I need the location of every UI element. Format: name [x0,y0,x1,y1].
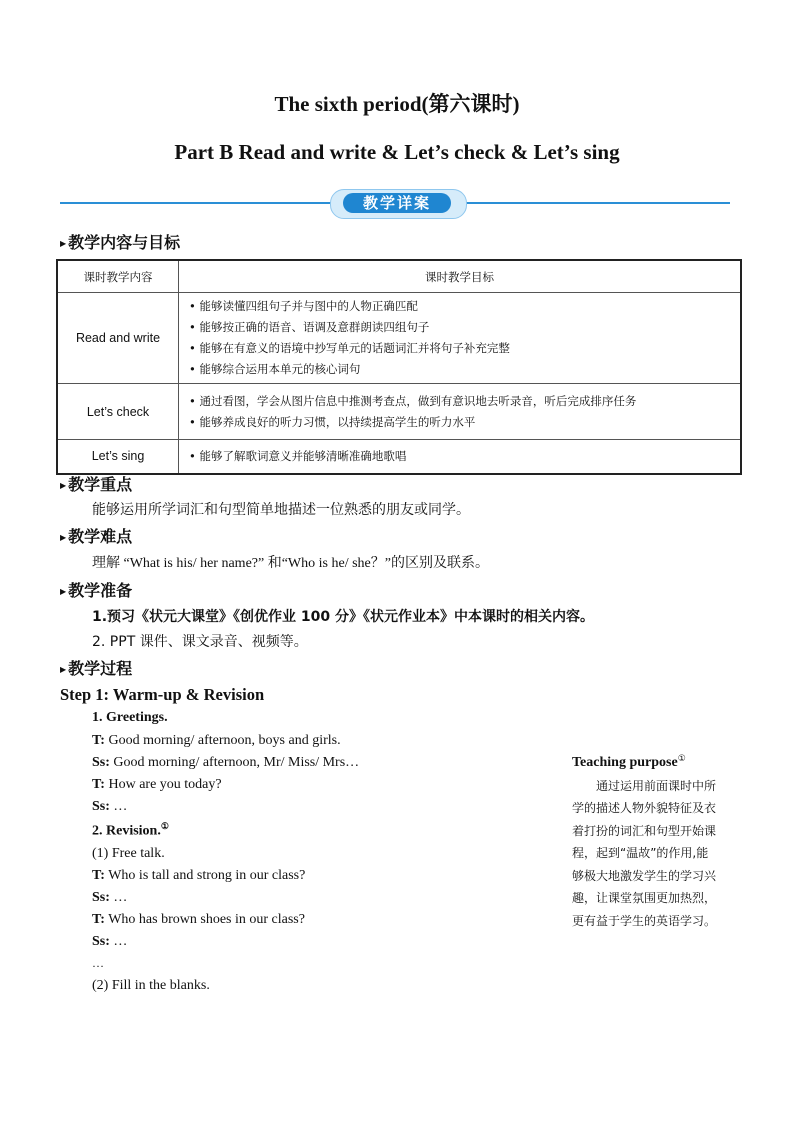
table-row [57,293,741,384]
key-points-text: 能够运用所学词汇和句型简单地描述一位熟悉的朋友或同学。 [92,502,470,518]
triangle-bullet-icon: ▶ [60,239,67,248]
greetings-title: 1. Greetings. [92,710,168,725]
teaching-purpose-sidebar [572,748,747,932]
footnote-marker: ① [677,754,686,764]
banner-divider-left [60,202,332,204]
dialogue-line: Ss: Good morning/ afternoon, Mr/ Miss/ Mrs… [92,755,360,770]
dialogue-line: T: Who is tall and strong in our class? [92,868,306,883]
banner-label: 教学详案 [343,193,451,213]
table-row [57,384,741,440]
triangle-bullet-icon: ▶ [60,587,67,596]
dialogue-line: Ss: … [92,934,128,949]
dialogue-line: T: Good morning/ afternoon, boys and girls. [92,733,341,748]
page-subtitle: Part B Read and write & Let’s check & Let’s sing [174,140,620,164]
goal-item: • 能够综合运用本单元的核心词句 [189,362,361,376]
table-header-content: 课时教学内容 [57,260,179,293]
sidebar-line: 学的描述人物外貌特征及衣 [572,801,717,815]
dialogue-line: T: How are you today? [92,777,222,792]
footnote-marker: ① [160,821,169,831]
table-header-goals: 课时教学目标 [179,260,742,293]
table-cell-content: Let’s sing [57,440,179,474]
triangle-bullet-icon: ▶ [60,665,67,674]
sidebar-line: 着打扮的词汇和句型开始课 [572,823,717,838]
preparation-item: 2. PPT 课件、课文录音、视频等。 [92,634,308,650]
heading-key-points: ▶ 教学重点 [60,475,133,494]
ellipsis-line: … [92,956,104,970]
goal-item: • 能够按正确的语音、语调及意群朗读四组句子 [189,320,430,334]
revision-title: 2. Revision.① [92,821,169,839]
table-cell-goals [179,384,742,440]
table-cell-goals [179,440,742,474]
page-title: The sixth period(第六课时) [274,92,520,116]
heading-process: ▶ 教学过程 [60,659,133,678]
goal-item: • 能够读懂四组句子并与图中的人物正确匹配 [189,299,418,313]
heading-preparation: ▶ 教学准备 [60,581,133,600]
table-cell-content: Read and write [57,293,179,384]
step1-title: Step 1: Warm-up & Revision [60,685,265,704]
preparation-item: 1.预习《状元大课堂》《创优作业 100 分》《状元作业本》中本课时的相关内容。 [92,609,595,625]
table-cell-goals [179,293,742,384]
dialogue-line: Ss: … [92,890,128,905]
dialogue-line: T: Who has brown shoes in our class? [92,912,305,927]
sidebar-line: 通过运用前面课时中所 [572,778,717,793]
section-banner [330,189,467,219]
sidebar-line: 趣，让课堂氛围更加热烈， [572,891,717,905]
dialogue-line: Ss: … [92,799,128,814]
goal-item: • 能够了解歌词意义并能够清晰准确地歌唱 [189,448,407,463]
free-talk-label: (1) Free talk. [92,846,165,861]
banner-divider-right [462,202,730,204]
goals-table [56,259,742,475]
heading-content-goals: ▶ 教学内容与目标 [60,233,181,252]
table-row [57,440,741,474]
triangle-bullet-icon: ▶ [60,533,67,542]
table-header-row [57,260,741,293]
difficulties-text: 理解 “What is his/ her name?” 和“Who is he/ she？”的区别及联系。 [92,556,489,571]
sidebar-line: 够极大地激发学生的学习兴 [572,868,717,883]
fill-blanks-label: (2) Fill in the blanks. [92,978,210,993]
sidebar-line: 更有益于学生的英语学习。 [572,913,717,928]
goal-item: • 能够在有意义的语境中抄写单元的话题词汇并将句子补充完整 [189,341,510,355]
table-cell-content: Let’s check [57,384,179,440]
triangle-bullet-icon: ▶ [60,481,67,490]
heading-difficulties: ▶ 教学难点 [60,527,133,546]
sidebar-title: Teaching purpose① [572,754,686,770]
sidebar-line: 程，起到“温故”的作用,能 [572,846,709,860]
goal-item: • 能够养成良好的听力习惯，以持续提高学生的听力水平 [189,414,476,429]
goal-item: • 通过看图，学会从图片信息中推测考查点，做到有意识地去听录音，听后完成排序任务 [189,393,637,408]
